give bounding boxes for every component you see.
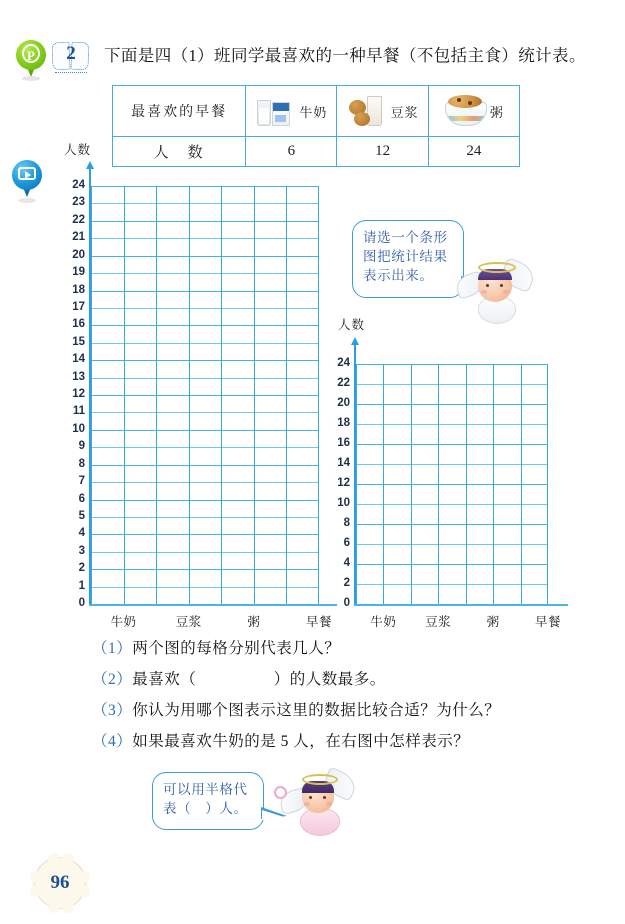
- hint-bubble-top: [352, 220, 464, 298]
- x-axis-tick-label: 牛奶: [370, 615, 397, 629]
- grid-line-vertical: [493, 364, 494, 604]
- grid-line-horizontal: [356, 484, 548, 485]
- problem-prompt: 下面是四（1）班同学最喜欢的一种早餐（不包括主食）统计表。: [104, 46, 586, 65]
- question-2-text-before: 最喜欢（: [132, 671, 197, 688]
- cherub-eye-left: [486, 284, 489, 287]
- y-axis-tick-label: 20: [337, 397, 350, 409]
- y-axis-tick-label: 21: [72, 231, 85, 244]
- grid-line-horizontal: [91, 238, 319, 239]
- hint-bubble-top-line1: 请选一个条形: [363, 230, 448, 245]
- grid-line-horizontal: [91, 465, 319, 466]
- x-axis-label: 早餐: [305, 615, 332, 629]
- count-milk: 6: [246, 137, 337, 167]
- y-axis-tick-label: 23: [72, 196, 85, 209]
- grid-line-horizontal: [91, 604, 319, 605]
- grid-line-horizontal: [91, 308, 319, 309]
- grid-line-horizontal: [356, 564, 548, 565]
- grid-line-vertical: [383, 364, 384, 604]
- grid-line-horizontal: [356, 504, 548, 505]
- grid-line-horizontal: [91, 291, 319, 292]
- y-axis-tick-label: 22: [337, 377, 350, 389]
- y-axis-tick-label: 15: [72, 335, 85, 348]
- left-chart-y-label: 人数: [64, 143, 92, 157]
- y-axis-tick-label: 13: [72, 370, 85, 383]
- grid-line-horizontal: [91, 378, 319, 379]
- question-4-text: 如果最喜欢牛奶的是 5 人，在右图中怎样表示？: [132, 733, 470, 750]
- y-axis-tick-label: 4: [343, 557, 350, 569]
- question-list: [92, 636, 592, 760]
- right-chart-grid: [356, 364, 548, 604]
- y-axis-tick-label: 24: [72, 179, 85, 191]
- y-axis-tick-label: 5: [78, 509, 85, 522]
- grid-line-horizontal: [356, 604, 548, 605]
- y-axis-tick-label: 2: [343, 577, 350, 589]
- cherub-girl-cheek-left: [304, 802, 310, 806]
- grid-line-vertical: [286, 186, 287, 604]
- y-axis-tick-label: 17: [72, 300, 85, 313]
- y-axis-tick-label: 6: [343, 537, 350, 549]
- question-item-1: [92, 636, 592, 667]
- grid-line-horizontal: [356, 384, 548, 385]
- count-row-label: 人 数: [113, 137, 246, 167]
- cherub-cheek-right: [503, 290, 509, 294]
- y-axis-tick-label: 24: [337, 357, 350, 369]
- cherub-boy-figure: [458, 256, 542, 328]
- y-axis-tick-label: 12: [337, 477, 350, 489]
- grid-line-horizontal: [91, 430, 319, 431]
- pin-letter: P: [22, 44, 40, 63]
- question-1-text: 两个图的每格分别代表几人？: [132, 640, 341, 657]
- grid-line-horizontal: [91, 221, 319, 222]
- question-1-number: （1）: [92, 640, 133, 657]
- grid-line-vertical: [547, 364, 548, 604]
- y-axis-tick-label: 16: [72, 318, 85, 331]
- grid-line-horizontal: [91, 447, 319, 448]
- y-axis-tick-label: 18: [337, 417, 350, 429]
- question-3-text: 你认为用哪个图表示这里的数据比较合适？为什么？: [132, 702, 501, 719]
- grid-line-horizontal: [91, 325, 319, 326]
- porridge-label: 粥: [489, 104, 504, 120]
- question-item-3: [92, 698, 592, 729]
- grid-line-horizontal: [91, 203, 319, 204]
- count-soymilk: 12: [337, 137, 428, 167]
- page-number-badge: [34, 857, 86, 909]
- grid-line-vertical: [438, 364, 439, 604]
- grid-line-horizontal: [91, 412, 319, 413]
- grid-line-vertical: [254, 186, 255, 604]
- question-item-4: [92, 729, 592, 760]
- cherub-girl-eye-right: [323, 796, 326, 799]
- question-4-number: （4）: [92, 733, 133, 750]
- grid-line-horizontal: [91, 500, 319, 501]
- grid-line-horizontal: [91, 343, 319, 344]
- y-axis-tick-label: 14: [72, 353, 85, 366]
- cherub-girl-cheek-right: [326, 802, 332, 806]
- grid-line-horizontal: [356, 364, 548, 365]
- x-axis-tick-label: 牛奶: [110, 615, 137, 629]
- grid-line-horizontal: [356, 524, 548, 525]
- grid-line-vertical: [156, 186, 157, 604]
- grid-line-horizontal: [91, 517, 319, 518]
- y-axis-tick-label: 9: [78, 440, 85, 453]
- x-axis-tick-label: 豆浆: [425, 615, 452, 629]
- grid-line-vertical: [521, 364, 522, 604]
- y-axis-tick-label: 3: [78, 544, 85, 557]
- question-2-blank[interactable]: [196, 671, 274, 688]
- grid-line-vertical: [124, 186, 125, 604]
- cherub-girl-figure: [284, 770, 360, 836]
- hint-bubble-top-line2: 图把统计结果: [363, 249, 448, 264]
- milk-label: 牛奶: [299, 104, 328, 120]
- cherub-girl-halo: [302, 774, 338, 785]
- y-axis-tick-label: 8: [78, 457, 85, 470]
- hint-bubble-bottom-line1: 可以用半格代: [163, 782, 248, 797]
- grid-line-horizontal: [356, 404, 548, 405]
- y-axis-tick-label: 12: [72, 388, 85, 400]
- grid-line-horizontal: [91, 256, 319, 257]
- question-2-text-after: ）的人数最多。: [273, 671, 386, 688]
- y-axis-tick-label: 2: [78, 562, 85, 575]
- grid-line-horizontal: [91, 360, 319, 361]
- grid-line-vertical: [318, 186, 319, 604]
- grid-line-horizontal: [91, 482, 319, 483]
- y-axis-tick-label: 14: [337, 457, 350, 469]
- grid-line-horizontal: [91, 552, 319, 553]
- grid-line-vertical: [356, 364, 357, 604]
- question-3-number: （3）: [92, 702, 133, 719]
- grid-line-horizontal: [91, 569, 319, 570]
- y-axis-tick-label: 6: [78, 492, 85, 505]
- grid-line-horizontal: [91, 395, 319, 396]
- grid-line-vertical: [189, 186, 190, 604]
- x-axis-tick-label: 粥: [486, 615, 500, 629]
- y-axis-tick-label: 22: [72, 213, 85, 226]
- y-axis-tick-label: 20: [72, 248, 85, 261]
- grid-line-horizontal: [91, 534, 319, 535]
- table-header-label: 最喜欢的早餐: [113, 86, 246, 137]
- y-axis-tick-label: 4: [78, 527, 85, 540]
- grid-line-horizontal: [91, 186, 319, 187]
- left-bar-chart: [0, 0, 350, 640]
- grid-line-vertical: [221, 186, 222, 604]
- soymilk-label: 豆浆: [390, 104, 419, 120]
- x-axis-tick-label: 豆浆: [175, 615, 202, 629]
- cherub-cheek-left: [481, 290, 487, 294]
- x-axis-tick-label: 粥: [247, 615, 261, 629]
- grid-line-vertical: [91, 186, 92, 604]
- right-chart-y-label: 人数: [338, 318, 366, 332]
- hint-bubble-top-line3: 表示出来。: [363, 268, 434, 283]
- x-axis-label: 早餐: [534, 615, 561, 629]
- y-axis-tick-label: 8: [343, 517, 350, 529]
- y-axis-tick-label: 10: [72, 422, 85, 435]
- grid-line-vertical: [466, 364, 467, 604]
- y-axis-tick-label: 1: [78, 579, 85, 592]
- y-axis-tick-label: 19: [72, 266, 85, 279]
- y-axis-tick-label: 0: [343, 597, 350, 609]
- problem-number: 2: [66, 43, 76, 64]
- y-axis-tick-label: 10: [337, 497, 350, 509]
- grid-line-horizontal: [356, 464, 548, 465]
- y-axis-tick-label: 7: [78, 475, 85, 488]
- y-axis-tick-label: 0: [78, 597, 85, 609]
- cherub-girl-bubble-dot: [274, 786, 287, 799]
- grid-line-horizontal: [356, 444, 548, 445]
- page-number: 96: [50, 872, 70, 893]
- y-axis-tick-label: 16: [337, 437, 350, 449]
- question-item-2: [92, 667, 592, 698]
- cherub-girl-eye-left: [309, 796, 312, 799]
- left-chart-grid: [91, 186, 319, 604]
- cherub-halo: [478, 262, 516, 273]
- count-porridge: 24: [428, 137, 519, 167]
- question-2-number: （2）: [92, 671, 133, 688]
- grid-line-vertical: [411, 364, 412, 604]
- grid-line-horizontal: [356, 584, 548, 585]
- grid-line-horizontal: [91, 273, 319, 274]
- y-axis-tick-label: 11: [72, 405, 85, 418]
- grid-line-horizontal: [356, 424, 548, 425]
- hint-bubble-bottom: [152, 772, 264, 830]
- cherub-eye-right: [500, 284, 503, 287]
- grid-line-horizontal: [356, 544, 548, 545]
- grid-line-horizontal: [91, 587, 319, 588]
- hint-bubble-bottom-line2: 表（ ）人。: [163, 801, 248, 816]
- y-axis-tick-label: 18: [72, 283, 85, 296]
